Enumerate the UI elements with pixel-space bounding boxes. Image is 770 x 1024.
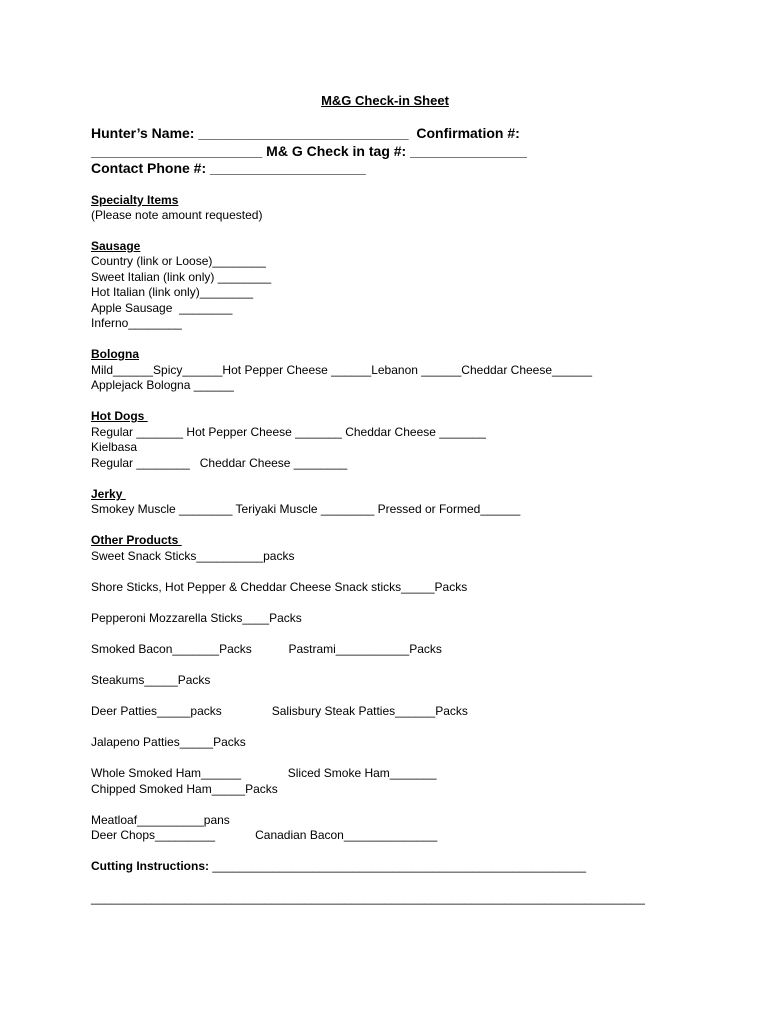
hot-dogs-item: Kielbasa — [91, 440, 138, 454]
cutting-instructions-blank: ________________________________________________________ — [212, 859, 587, 873]
sausage-item: Hot Italian (link only)________ — [91, 285, 254, 299]
contact-phone-line: Contact Phone #: ____________________ — [91, 160, 366, 176]
other-product-item: Chipped Smoked Ham_____Packs — [91, 782, 278, 796]
bologna-item: Applejack Bologna ______ — [91, 378, 234, 392]
sausage-item: Sweet Italian (link only) ________ — [91, 270, 272, 284]
sausage-item: Country (link or Loose)________ — [91, 254, 266, 268]
hot-dogs-heading: Hot Dogs — [91, 409, 148, 423]
specialty-note: (Please note amount requested) — [91, 208, 263, 222]
jerky-heading: Jerky — [91, 487, 126, 501]
hot-dogs-item: Regular ________ Cheddar Cheese ________ — [91, 456, 348, 470]
cutting-instructions-label: Cutting Instructions: — [91, 859, 213, 873]
other-product-item: Deer Chops_________ Canadian Bacon______________ — [91, 828, 438, 842]
page-title: M&G Check-in Sheet — [321, 93, 449, 108]
other-product-item: Pepperoni Mozzarella Sticks____Packs — [91, 611, 302, 625]
bologna-item: Mild______Spicy______Hot Pepper Cheese ______Lebanon ______Cheddar Cheese______ — [91, 363, 593, 377]
jerky-item: Smokey Muscle ________ Teriyaki Muscle ________ Pressed or Formed______ — [91, 502, 521, 516]
other-product-item: Whole Smoked Ham______ Sliced Smoke Ham_______ — [91, 766, 437, 780]
specialty-items-heading: Specialty Items — [91, 193, 179, 207]
other-product-item: Meatloaf__________pans — [91, 813, 230, 827]
other-products-heading: Other Products — [91, 533, 182, 547]
check-in-tag-line: ______________________ M& G Check in tag #: _______________ — [91, 143, 527, 159]
other-product-item: Shore Sticks, Hot Pepper & Cheddar Cheese Snack sticks_____Packs — [91, 580, 468, 594]
sausage-item: Inferno________ — [91, 316, 182, 330]
hot-dogs-item: Regular _______ Hot Pepper Cheese _______ Cheddar Cheese _______ — [91, 425, 486, 439]
other-product-item: Deer Patties_____packs Salisbury Steak Patties______Packs — [91, 704, 468, 718]
cutting-instructions-blank-line: ___________________________________________________________________________________ — [91, 891, 645, 905]
other-product-item: Steakums_____Packs — [91, 673, 211, 687]
cutting-instructions-line — [91, 858, 586, 874]
sausage-item: Apple Sausage ________ — [91, 301, 233, 315]
sausage-heading: Sausage — [91, 239, 141, 253]
other-product-item: Jalapeno Patties_____Packs — [91, 735, 246, 749]
other-product-item: Sweet Snack Sticks__________packs — [91, 549, 295, 563]
other-product-item: Smoked Bacon_______Packs Pastrami___________Packs — [91, 642, 442, 656]
hunter-name-line: Hunter’s Name: ___________________________ Confirmation #: — [91, 125, 520, 141]
bologna-heading: Bologna — [91, 347, 139, 361]
